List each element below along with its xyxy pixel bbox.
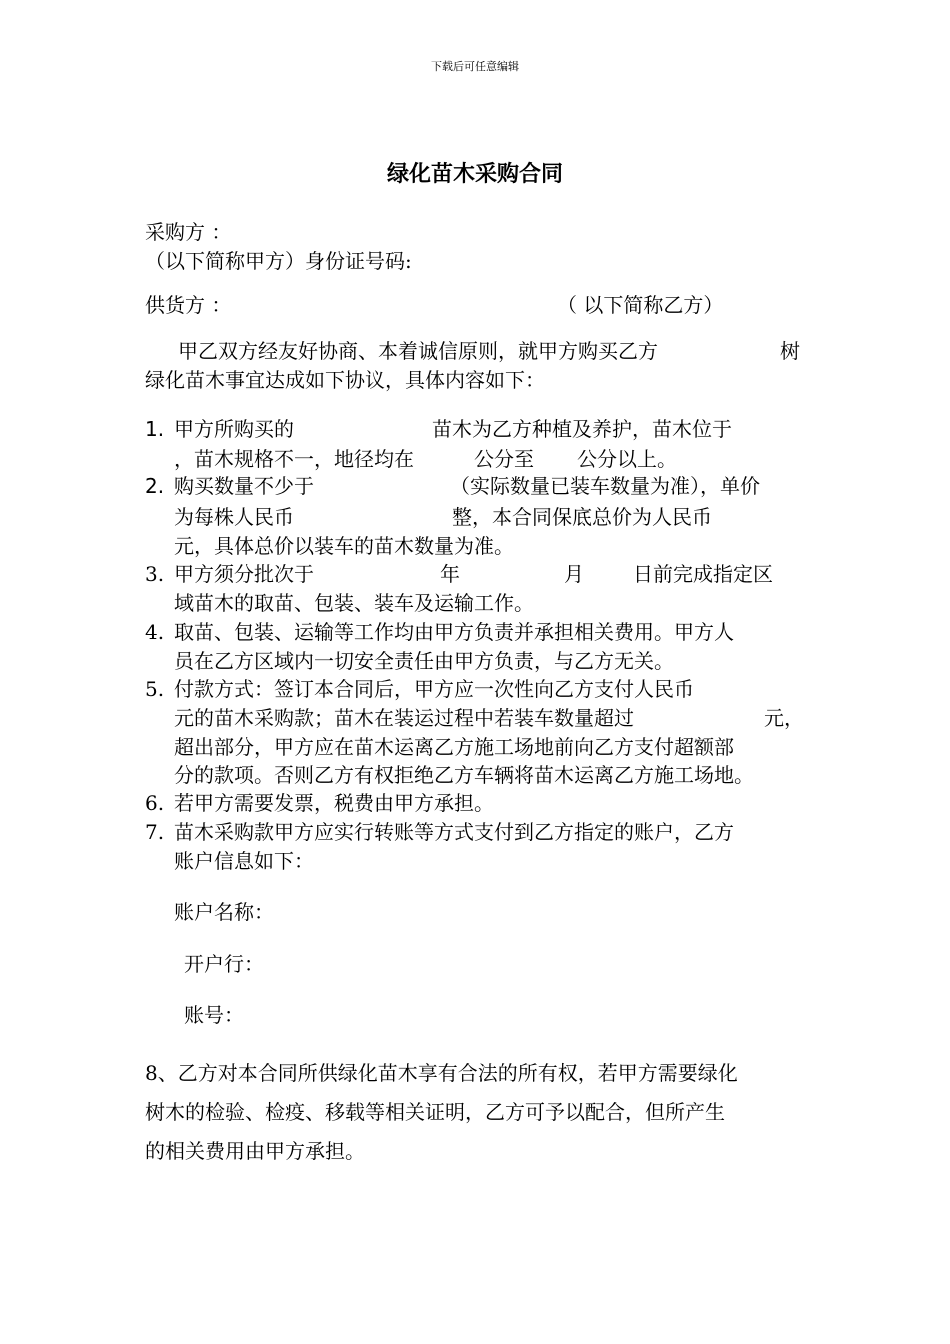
- clause-5-text-b: 元的苗木采购款；苗木在装运过程中若装车数量超过: [174, 706, 634, 730]
- clause-3-text-e: 域苗木的取苗、包装、装车及运输工作。: [174, 591, 534, 615]
- clause-7-number: 7.: [145, 820, 165, 844]
- clause-1-text-e: 公分以上。: [577, 447, 677, 471]
- clause-2-number: 2.: [145, 474, 165, 498]
- buyer-alias: （以下简称甲方）身份证号码:: [145, 249, 412, 273]
- clause-3-text-a: 甲方须分批次于: [174, 562, 314, 586]
- account-number-label: 账号：: [184, 1003, 244, 1027]
- clause-5-text-c: 元，: [764, 706, 804, 730]
- clause-3-text-c: 月: [564, 562, 584, 586]
- intro-line-2: 绿化苗木事宜达成如下协议，具体内容如下：: [145, 368, 545, 392]
- intro-line-1: 甲乙双方经友好协商、本着诚信原则，就甲方购买乙方: [178, 339, 658, 363]
- supplier-alias: （ 以下简称乙方）: [557, 293, 724, 317]
- clause-1-text-a: 甲方所购买的: [174, 417, 294, 441]
- account-bank-label: 开户行：: [184, 952, 264, 976]
- clause-2-text-e: 元，具体总价以装车的苗木数量为准。: [174, 534, 514, 558]
- clause-8-line-1: 8、乙方对本合同所供绿化苗木享有合法的所有权，若甲方需要绿化: [145, 1061, 738, 1085]
- supplier-label: 供货方 ：: [145, 293, 232, 317]
- clause-6-number: 6.: [145, 791, 165, 815]
- clause-8-line-3: 的相关费用由甲方承担。: [145, 1139, 365, 1163]
- document-title: 绿化苗木采购合同: [386, 162, 563, 187]
- clause-1-text-b: 苗木为乙方种植及养护，苗木位于: [432, 417, 732, 441]
- clause-5-text-d: 超出部分，甲方应在苗木运离乙方施工场地前向乙方支付超额部: [174, 735, 734, 759]
- clause-5-text-a: 付款方式：签订本合同后，甲方应一次性向乙方支付人民币: [174, 677, 694, 701]
- clause-2-text-a: 购买数量不少于: [174, 474, 314, 498]
- clause-5-text-e: 分的款项。否则乙方有权拒绝乙方车辆将苗木运离乙方施工场地。: [174, 763, 754, 787]
- buyer-label: 采购方 ：: [145, 220, 232, 244]
- intro-line-1-tail: 树: [780, 339, 800, 363]
- page-header-note: 下载后可任意编辑: [431, 60, 519, 73]
- clause-2-text-c: 为每株人民币: [174, 505, 294, 529]
- clause-8-line-2: 树木的检验、检疫、移载等相关证明，乙方可予以配合，但所产生: [145, 1100, 725, 1124]
- clause-7-text-b: 账户信息如下：: [174, 849, 314, 873]
- clause-2-text-d: 整，本合同保底总价为人民币: [452, 505, 712, 529]
- clause-4-number: 4.: [145, 620, 165, 644]
- account-name-label: 账户名称：: [174, 900, 274, 924]
- clause-1-number: 1.: [145, 417, 165, 441]
- clause-4-text-a: 取苗、包装、运输等工作均由甲方负责并承担相关费用。甲方人: [174, 620, 734, 644]
- clause-6-text-a: 若甲方需要发票，税费由甲方承担。: [174, 791, 494, 815]
- clause-3-text-b: 年: [440, 562, 460, 586]
- clause-2-text-b: （实际数量已装车数量为准），单价: [450, 474, 760, 498]
- clause-5-number: 5.: [145, 677, 165, 701]
- clause-1-text-d: 公分至: [474, 447, 534, 471]
- clause-4-text-b: 员在乙方区域内一切安全责任由甲方负责，与乙方无关。: [174, 649, 674, 673]
- clause-3-text-d: 日前完成指定区: [633, 562, 773, 586]
- clause-3-number: 3.: [145, 562, 165, 586]
- clause-7-text-a: 苗木采购款甲方应实行转账等方式支付到乙方指定的账户，乙方: [174, 820, 734, 844]
- clause-1-text-c: ，苗木规格不一，地径均在: [174, 447, 414, 471]
